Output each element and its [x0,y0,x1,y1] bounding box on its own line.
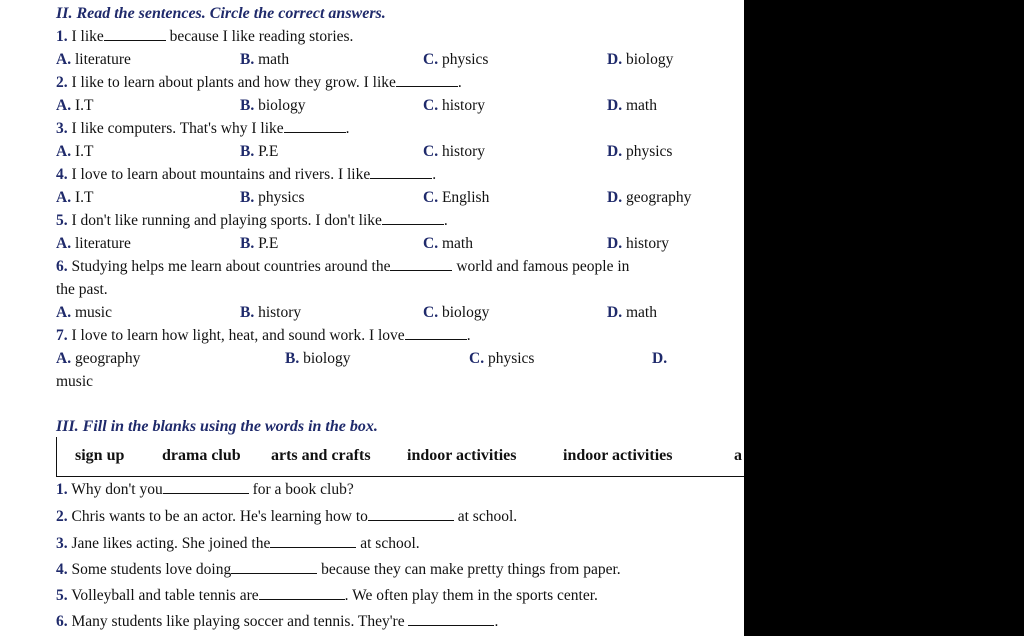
option-c[interactable] [423,96,485,116]
fill-question-4 [56,560,621,580]
answer-blank[interactable] [382,211,444,225]
option-c[interactable] [423,142,485,162]
question-number: 4. [56,561,68,578]
answer-blank[interactable] [396,73,458,87]
question-number: 5. [56,587,68,604]
option-letter: D. [607,97,623,114]
question-text-end: world and famous people in [452,258,630,275]
option-letter: A. [56,189,72,206]
option-text: history [441,97,486,114]
option-a[interactable] [56,188,93,208]
option-letter: B. [285,350,300,367]
answer-blank[interactable] [259,586,345,600]
option-letter: D. [652,350,668,367]
option-letter: D. [607,189,623,206]
fill-question-5 [56,586,598,606]
option-text: history [441,143,486,160]
question-text: Many students like playing soccer and tennis. They're [71,613,409,630]
answer-blank[interactable] [163,480,249,494]
option-letter: C. [423,304,439,321]
option-d[interactable] [607,303,657,323]
option-text: biology [258,97,306,114]
question-text: Some students love doing [71,561,232,578]
question-text-end: . [457,74,462,91]
option-c[interactable] [423,303,489,323]
option-d[interactable] [652,349,667,369]
option-letter: B. [240,189,255,206]
fill-question-6 [56,612,498,632]
option-text: I.T [74,97,94,114]
option-text: physics [258,189,305,206]
option-letter: A. [56,97,72,114]
question-number: 1. [56,28,68,45]
option-letter: C. [423,143,439,160]
word-box [56,437,744,477]
question-number: 1. [56,481,68,498]
question-text: Why don't you [71,481,163,498]
question-text: I love to learn how light, heat, and sound work. I love [71,327,405,344]
option-letter: C. [423,97,439,114]
option-letter: B. [240,51,255,68]
box-word: sign up [75,447,125,464]
option-a[interactable] [56,234,131,254]
question-text: Volleyball and table tennis are [71,587,259,604]
option-a[interactable] [56,303,112,323]
option-text: geography [74,350,141,367]
option-c[interactable] [423,234,473,254]
option-text: I.T [74,143,94,160]
option-text: I.T [74,189,94,206]
question-number: 2. [56,74,68,91]
option-text: literature [74,51,131,68]
question-text-end: . We often play them in the sports center. [344,587,598,604]
question-number: 6. [56,258,68,275]
option-d-text-wrapped: music [56,373,94,390]
question-text: I like [71,28,104,45]
option-d[interactable] [607,142,672,162]
question-text: I like computers. That's why I like [71,120,284,137]
question-number: 4. [56,166,68,183]
option-text: physics [487,350,535,367]
question-number: 2. [56,508,68,525]
option-d[interactable] [607,188,691,208]
option-letter: A. [56,235,72,252]
option-text: P.E [258,235,279,252]
answer-blank[interactable] [104,27,166,41]
section-3-heading: III. Fill in the blanks using the words in the box. [56,418,378,435]
option-text: math [625,304,657,321]
fill-question-1 [56,480,354,500]
option-letter: D. [607,304,623,321]
question-4 [56,165,436,185]
option-d[interactable] [607,50,673,70]
option-b[interactable] [240,188,305,208]
answer-blank[interactable] [231,560,317,574]
answer-blank[interactable] [368,507,454,521]
option-letter: B. [240,97,255,114]
option-letter: D. [607,51,623,68]
question-5 [56,211,448,231]
answer-blank[interactable] [405,326,467,340]
question-text-end: . [494,613,499,630]
question-text: Chris wants to be an actor. He's learning how to [71,508,368,525]
option-letter: A. [56,51,72,68]
question-text: Jane likes acting. She joined the [71,535,271,552]
question-text-end: at school. [356,535,420,552]
option-text: geography [625,189,692,206]
option-letter: C. [423,51,439,68]
question-number: 3. [56,535,68,552]
option-letter: A. [56,143,72,160]
question-text-end: . [443,212,448,229]
option-a[interactable] [56,349,140,369]
option-text: biology [303,350,351,367]
option-b[interactable] [285,349,350,369]
answer-blank[interactable] [370,165,432,179]
option-letter: D. [607,143,623,160]
question-text: I love to learn about mountains and rivers. I like [71,166,371,183]
answer-blank[interactable] [390,257,452,271]
option-b[interactable] [240,234,278,254]
option-letter: B. [240,235,255,252]
option-a[interactable] [56,96,93,116]
option-c[interactable] [423,188,489,208]
option-c[interactable] [423,50,488,70]
option-b[interactable] [240,50,289,70]
question-number: 7. [56,327,68,344]
option-a[interactable] [56,50,131,70]
answer-blank[interactable] [270,534,356,548]
question-text-end: because they can make pretty things from paper. [317,561,621,578]
question-text: I don't like running and playing sports. I don't like [71,212,382,229]
question-3 [56,119,350,139]
question-number: 6. [56,613,68,630]
option-letter: B. [240,304,255,321]
option-text: history [625,235,670,252]
option-b[interactable] [240,142,278,162]
fill-question-2 [56,507,517,527]
option-letter: D. [607,235,623,252]
option-d[interactable] [607,96,657,116]
option-text: math [625,97,657,114]
option-text: English [441,189,490,206]
answer-blank[interactable] [284,119,346,133]
box-word: drama club [162,447,241,464]
option-text: literature [74,235,131,252]
box-word: arts and crafts [271,447,371,464]
option-d[interactable] [607,234,669,254]
question-6-continued: the past. [56,281,108,298]
box-word: indoor activities [407,447,517,464]
option-text: P.E [258,143,279,160]
black-margin [744,0,1024,636]
question-text-end: because I like reading stories. [165,28,354,45]
question-number: 5. [56,212,68,229]
option-letter: C. [469,350,485,367]
fill-question-3 [56,534,420,554]
option-letter: C. [423,189,439,206]
option-text: biology [441,304,490,321]
option-letter: A. [56,304,72,321]
option-c[interactable] [469,349,534,369]
question-text-end: for a book club? [248,481,354,498]
option-text: biology [625,51,674,68]
option-letter: C. [423,235,439,252]
question-text-end: at school. [453,508,518,525]
option-text: history [258,304,302,321]
question-text-end: . [466,327,471,344]
question-text-end: . [345,120,350,137]
question-text: Studying helps me learn about countries around the [71,258,391,275]
question-text: I like to learn about plants and how they grow. I like [71,74,396,91]
option-letter: B. [240,143,255,160]
option-b[interactable] [240,96,305,116]
question-2 [56,73,462,93]
section-2-heading: II. Read the sentences. Circle the correct answers. [56,5,386,22]
box-word: indoor activities [563,447,673,464]
option-a[interactable] [56,142,93,162]
question-7 [56,326,471,346]
option-b[interactable] [240,303,301,323]
option-text: math [441,235,473,252]
option-text: physics [441,51,489,68]
answer-blank[interactable] [408,612,494,626]
question-number: 3. [56,120,68,137]
question-6 [56,257,629,277]
option-text: math [258,51,290,68]
question-1 [56,27,353,47]
option-letter: A. [56,350,72,367]
option-text: physics [625,143,673,160]
box-word: a [734,447,742,464]
option-text: music [74,304,112,321]
question-text-end: . [432,166,437,183]
